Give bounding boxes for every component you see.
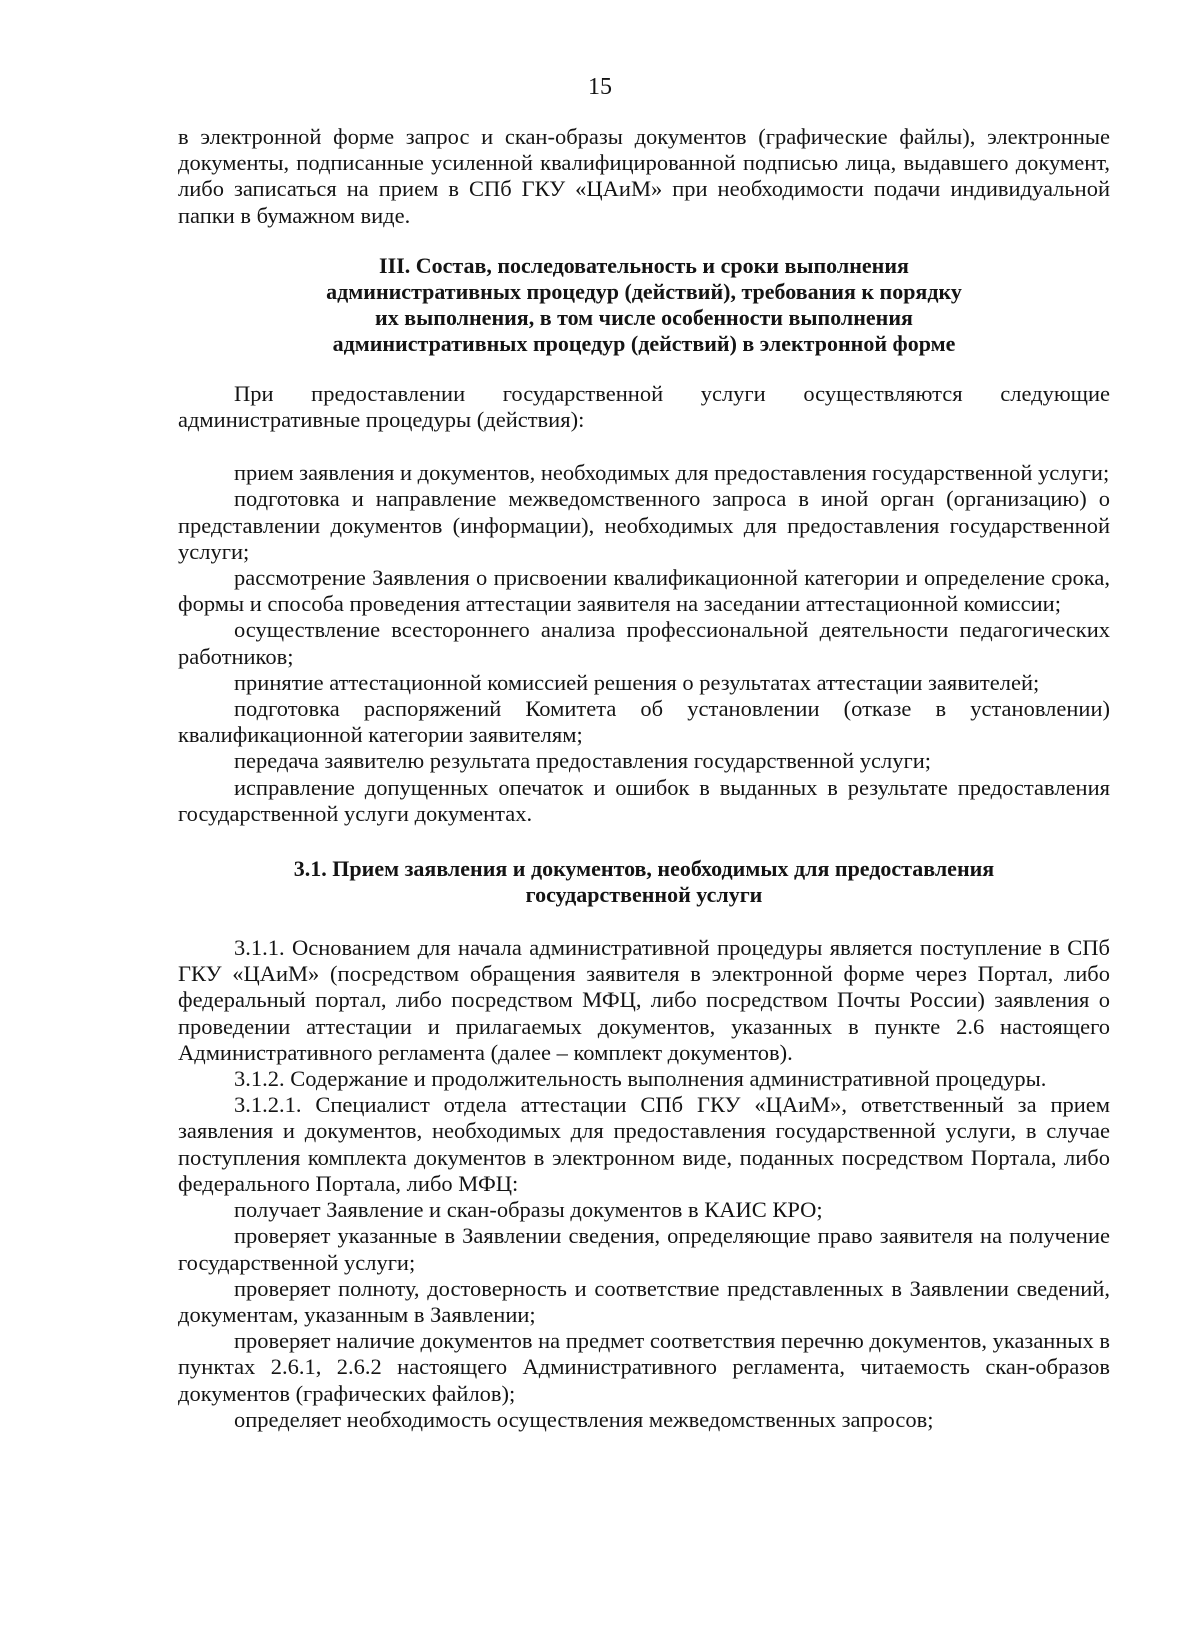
subsection-heading (178, 856, 1110, 908)
section-heading (178, 253, 1110, 357)
procedure-item: принятие аттестационной комиссией решения о результатах аттестации заявителей; (234, 669, 1040, 695)
subsection-paragraph: проверяет полноту, достоверность и соответствие представленных в Заявлении сведений, документам, указанным в Заявлении; (178, 1275, 1110, 1327)
section-heading-line: III. Состав, последовательность и сроки выполнения (379, 252, 909, 278)
subsection-paragraph: получает Заявление и скан-образы документов в КАИС КРО; (234, 1197, 823, 1223)
subsection-paragraph: проверяет указанные в Заявлении сведения, определяющие право заявителя на получение государственной услуги; (178, 1223, 1110, 1275)
subsection-paragraph: определяет необходимость осуществления межведомственных запросов; (234, 1406, 934, 1432)
procedure-item: исправление допущенных опечаток и ошибок в выданных в результате предоставления государственной услуги документах. (178, 774, 1110, 826)
subsection-heading-line: государственной услуги (525, 882, 763, 908)
subsection-paragraph: 3.1.2.1. Специалист отдела аттестации СПб ГКУ «ЦАиМ», ответственный за прием заявления и документов, необходимых для предоставления государственной услуги, в случае поступления комплекта документов в электронном виде, поданных посредством Портала, либо федерального Портала, либо МФЦ: (178, 1092, 1110, 1196)
document-body (178, 124, 1110, 1433)
section-heading-line: административных процедур (действий) в электронной форме (332, 330, 956, 356)
procedure-item: подготовка распоряжений Комитета об установлении (отказе в установлении) квалификационной категории заявителям; (178, 696, 1110, 748)
subsection-heading-line: 3.1. Прием заявления и документов, необходимых для предоставления (293, 856, 995, 882)
subsection-paragraph: 3.1.1. Основанием для начала административной процедуры является поступление в СПб ГКУ «ЦАиМ» (посредством обращения заявителя в электронной форме через Портал, либо федеральный портал, либо посредством МФЦ, либо посредством Почты России) заявления о проведении аттестации и прилагаемых документов, указанных в пункте 2.6 настоящего Административного регламента (далее – комплект документов). (178, 935, 1110, 1065)
intro-paragraph: При предоставлении государственной услуги осуществляются следующие административные процедуры (действия): (178, 380, 1110, 433)
procedure-item: осуществление всестороннего анализа профессиональной деятельности педагогических работников; (178, 617, 1110, 669)
procedure-item: прием заявления и документов, необходимых для предоставления государственной услуги; (234, 460, 1110, 486)
opening-paragraph: в электронной форме запрос и скан-образы документов (графические файлы), электронные документы, подписанные усиленной квалифицированной подписью лица, выдавшего документ, либо записаться на прием в СПб ГКУ «ЦАиМ» при необходимости подачи индивидуальной папки в бумажном виде. (178, 124, 1110, 228)
procedure-item: рассмотрение Заявления о присвоении квалификационной категории и определение срока, формы и способа проведения аттестации заявителя на заседании аттестационной комиссии; (178, 565, 1110, 617)
subsection-paragraph: проверяет наличие документов на предмет соответствия перечню документов, указанных в пунктах 2.6.1, 2.6.2 настоящего Административного регламента, читаемость скан-образов документов (графических файлов); (178, 1328, 1111, 1406)
subsection-paragraph: 3.1.2. Содержание и продолжительность выполнения административной процедуры. (234, 1066, 1047, 1092)
subsection-body (178, 935, 1110, 1433)
page-number: 15 (588, 74, 612, 100)
section-heading-line: их выполнения, в том числе особенности выполнения (375, 304, 913, 330)
procedures-list (178, 460, 1110, 827)
section-heading-line: административных процедур (действий), требования к порядку (326, 278, 962, 304)
procedure-item: передача заявителю результата предоставления государственной услуги; (234, 748, 931, 774)
procedure-item: подготовка и направление межведомственного запроса в иной орган (организацию) о представлении документов (информации), необходимых для предоставления государственной услуги; (178, 486, 1110, 564)
